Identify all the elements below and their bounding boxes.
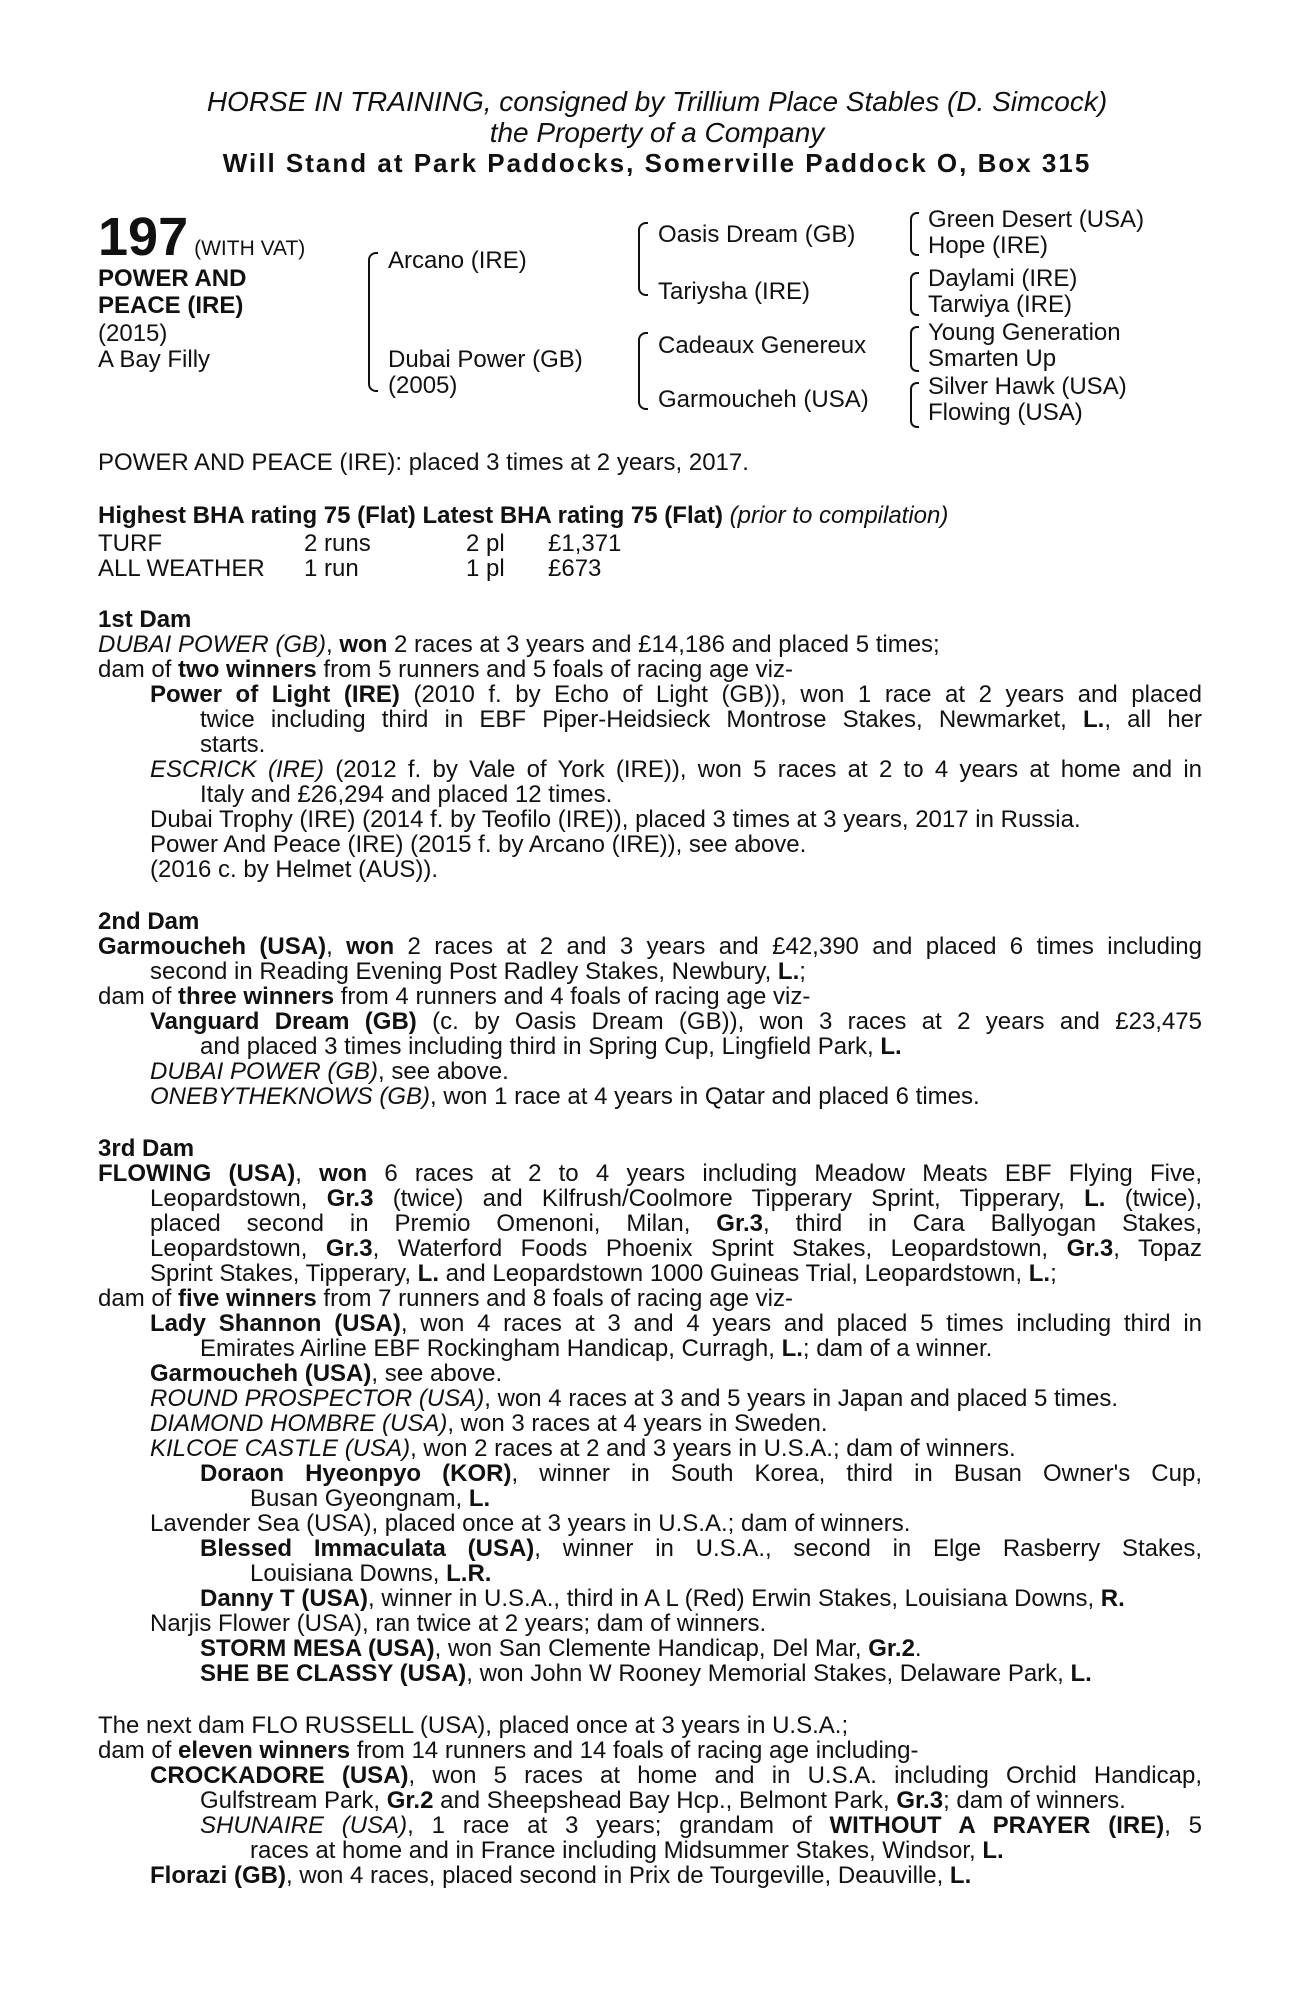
produce-name: SHE BE CLASSY (USA) [200,1660,467,1687]
text: , 5 [1164,1812,1202,1839]
text: from 14 runners and 14 foals of racing age including- [350,1737,919,1764]
text: , see above. [378,1058,509,1085]
produce-name: CROCKADORE (USA) [150,1762,409,1789]
listed-label: L. [417,1260,439,1287]
text: , won 2 races at 2 and 3 years in U.S.A.; dam of winners. [410,1435,1016,1462]
turf-label: TURF [98,530,162,557]
text: , see above. [371,1360,503,1387]
race-summary: POWER AND PEACE (IRE): placed 3 times at 2 years, 2017. [98,449,749,476]
grade-label: Gr.3 [896,1787,944,1814]
text: and Leopardstown 1000 Guineas Trial, Leopardstown, [439,1260,1029,1287]
pedigree-brace [910,382,919,428]
grade-label: Gr.3 [325,1235,373,1262]
text: (twice) and Kilfrush/Coolmore Tipperary Sprint, Tipperary, [373,1185,1085,1212]
aw-runs: 1 run [304,555,359,582]
produce-entry [150,1009,1202,1034]
grandproduce-entry-cont [250,1561,1202,1586]
next-dam-produce [98,1738,1202,1763]
produce-name: Danny T (USA) [200,1585,368,1612]
dam-name: FLOWING (USA) [98,1160,296,1187]
text: Leopardstown, [150,1235,326,1262]
produce-entry [150,1361,1202,1386]
won-label: won [339,631,388,658]
grandproduce-entry [200,1586,1202,1611]
text: races at home and in France including Midsummer Stakes, Windsor, [250,1837,983,1864]
text: , third in Cara Ballyogan Stakes, [763,1210,1203,1237]
text: , winner in U.S.A., third in A L (Red) Erwin Stakes, Louisiana Downs, [368,1585,1101,1612]
produce-entry [150,1084,1202,1109]
text: Busan Gyeongnam, [250,1485,469,1512]
granddam-2: Tarwiya (IRE) [928,291,1073,318]
produce-entry-cont: starts. [200,731,266,758]
pedigree-brace [368,252,378,392]
produce-entry: Power And Peace (IRE) (2015 f. by Arcano (IRE)), see above. [150,831,807,858]
produce-entry-cont [200,1336,1202,1361]
turf-prize: £1,371 [548,530,622,557]
text: ; dam of a winner. [802,1335,993,1362]
listed-label: L. [880,1033,902,1060]
grandsire-3: Young Generation [928,319,1121,346]
text: Gulfstream Park, [200,1787,387,1814]
text: Leopardstown, [150,1185,327,1212]
text: ; [1050,1260,1057,1287]
first-dam-record [98,632,1202,657]
text: (2010 f. by Echo of Light (GB)), won 1 race at 2 years and placed [399,681,1203,708]
pedigree-brace [910,212,919,256]
winners-count: three winners [178,983,335,1010]
location-line: Will Stand at Park Paddocks, Somerville Paddock O, Box 315 [222,148,1092,178]
dam-dam: Garmoucheh (USA) [658,386,869,413]
aw-prize: £673 [548,555,602,582]
third-dam-produce [98,1286,1202,1311]
produce-entry: Dubai Trophy (IRE) (2014 f. by Teofilo (IRE)), placed 3 times at 3 years, 2017 in Russia. [150,806,1081,833]
text: second in Reading Evening Post Radley Stakes, Newbury, [150,958,778,985]
produce-entry [150,1411,1202,1436]
produce-name: ESCRICK (IRE) [150,756,324,783]
text: , all her [1104,706,1202,733]
text: (twice), [1105,1185,1203,1212]
produce-entry [150,1763,1202,1788]
produce-entry [150,1436,1202,1461]
granddam-3: Smarten Up [928,345,1057,372]
text: 2 races at 3 years and £14,186 and placed 5 times; [387,631,940,658]
grade-label: Gr.3 [1066,1235,1114,1262]
grandproduce-entry [200,1661,1202,1686]
text: 2 races at 2 and 3 years and £42,390 and placed 6 times including [394,933,1203,960]
grade-label: Gr.2 [868,1635,915,1662]
granddam-1: Hope (IRE) [928,232,1049,259]
listed-label: L. [1070,1660,1092,1687]
pedigree-brace [910,326,919,372]
produce-entry-cont [200,1034,1202,1059]
text: dam of [98,1285,179,1312]
grandproduce-entry [200,1813,1202,1838]
listed-label: L. [781,1335,803,1362]
produce-name: Garmoucheh (USA) [150,1360,372,1387]
listed-label: L. [1084,1185,1106,1212]
sire-sire: Oasis Dream (GB) [658,221,856,248]
produce-name: Power of Light (IRE) [150,681,400,708]
text: from 5 runners and 5 foals of racing age viz- [316,656,793,683]
text: , [295,1160,320,1187]
consignor-line: HORSE IN TRAINING, consigned by Trillium Place Stables (D. Simcock) [206,86,1108,117]
rating-note: (prior to compilation) [729,502,949,529]
dam-year: (2005) [388,372,458,399]
listed-label: L. [1083,706,1105,733]
text: dam of [98,656,179,683]
winners-count: eleven winners [178,1737,351,1764]
rating-text: Highest BHA rating 75 (Flat) Latest BHA rating 75 (Flat) [98,502,723,529]
grandproduce-entry-cont [250,1838,1202,1863]
text: 6 races at 2 to 4 years including Meadow Meats EBF Flying Five, [367,1160,1203,1187]
third-dam-record [98,1161,1202,1186]
listed-label: L. [777,958,800,985]
produce-name: ROUND PROSPECTOR (USA) [150,1385,485,1412]
grandproduce-entry-cont [250,1486,1202,1511]
third-dam-record-cont [150,1211,1202,1236]
produce-entry [150,1863,1202,1888]
granddam-4: Flowing (USA) [928,399,1083,426]
text: , 1 race at 3 years; grandam of [407,1812,830,1839]
foaling-year: (2015) [98,320,168,347]
first-dam-heading: 1st Dam [98,606,192,633]
turf-runs: 2 runs [304,530,371,557]
text: from 4 runners and 4 foals of racing age viz- [334,983,811,1010]
second-dam-record-cont [150,959,1202,984]
produce-name: Vanguard Dream (GB) [150,1008,417,1035]
pedigree-brace [638,332,648,410]
restricted-label: R. [1100,1585,1125,1612]
grandsire-4: Silver Hawk (USA) [928,373,1127,400]
text: Sprint Stakes, Tipperary, [150,1260,418,1287]
text: , won 4 races at 3 and 5 years in Japan and placed 5 times. [484,1385,1118,1412]
grandproduce-entry [200,1461,1202,1486]
grade-label: Gr.3 [326,1185,374,1212]
text: , Topaz [1113,1235,1202,1262]
text: , [326,933,347,960]
text: , won San Clemente Handicap, Del Mar, [434,1635,869,1662]
aw-placed: 1 pl [466,555,505,582]
produce-name: DUBAI POWER (GB) [150,1058,379,1085]
lot-number: 197 [98,207,189,267]
dam-sire: Cadeaux Genereux [658,332,867,359]
produce-name: Lady Shannon (USA) [150,1310,401,1337]
text: from 7 runners and 8 foals of racing age viz- [316,1285,794,1312]
produce-entry-cont: Italy and £26,294 and placed 12 times. [200,781,613,808]
text: , won 4 races at 3 and 4 years and placed 5 times including third in [400,1310,1202,1337]
text: (2012 f. by Vale of York (IRE)), won 5 races at 2 to 4 years at home and in [323,756,1202,783]
produce-entry [150,682,1202,707]
text: , [326,631,340,658]
grandsire-2: Daylami (IRE) [928,265,1078,292]
sire: Arcano (IRE) [388,247,527,274]
text: and Sheepshead Bay Hcp., Belmont Park, [433,1787,897,1814]
text: , winner in South Korea, third in Busan Owner's Cup, [511,1460,1202,1487]
produce-entry [150,757,1202,782]
produce-entry [150,1059,1202,1084]
next-dam-record: The next dam FLO RUSSELL (USA), placed once at 3 years in U.S.A.; [98,1712,849,1739]
text: , won 3 races at 4 years in Sweden. [447,1410,828,1437]
aw-label: ALL WEATHER [98,555,265,582]
listed-label: L. [1028,1260,1051,1287]
text: placed second in Premio Omenoni, Milan, [150,1210,717,1237]
text: ; dam of winners. [943,1787,1126,1814]
text: ; [799,958,806,985]
produce-name: Florazi (GB) [150,1862,286,1889]
winners-count: two winners [178,656,317,683]
third-dam-heading: 3rd Dam [98,1135,195,1162]
produce-name: ONEBYTHEKNOWS (GB) [150,1083,431,1110]
text: (c. by Oasis Dream (GB)), won 3 races at 2 years and £23,475 [416,1008,1202,1035]
third-dam-record-cont [150,1261,1202,1286]
listed-label: L. [468,1485,491,1512]
pedigree-brace [638,222,648,296]
listed-label: L. [949,1862,972,1889]
produce-name: KILCOE CASTLE (USA) [150,1435,411,1462]
first-dam-produce [98,657,1202,682]
produce-entry-cont [200,1788,1202,1813]
text: , won 4 races, placed second in Prix de Tourgeville, Deauville, [286,1862,950,1889]
text: dam of [98,1737,179,1764]
grade-label: Gr.3 [716,1210,763,1237]
winners-count: five winners [178,1285,317,1312]
won-label: won [346,933,395,960]
text: , won 1 race at 4 years in Qatar and placed 6 times. [430,1083,980,1110]
third-dam-record-cont [150,1236,1202,1261]
dam-name: Garmoucheh (USA) [98,933,327,960]
sire-dam: Tariysha (IRE) [658,278,811,305]
won-label: won [319,1160,368,1187]
produce-entry: (2016 c. by Helmet (AUS)). [150,856,439,883]
turf-placed: 2 pl [466,530,505,557]
dam: Dubai Power (GB) [388,346,583,373]
text: , Waterford Foods Phoenix Sprint Stakes, Leopardstown, [372,1235,1067,1262]
bha-rating [98,503,1202,528]
text: , won 5 races at home and in U.S.A. including Orchid Handicap, [408,1762,1202,1789]
horse-description: A Bay Filly [98,346,211,373]
produce-entry-cont [200,707,1202,732]
text: , winner in U.S.A., second in Elge Rasberry Stakes, [534,1535,1202,1562]
produce-entry: Narjis Flower (USA), ran twice at 2 years; dam of winners. [150,1610,767,1637]
grade-label: Gr.2 [386,1787,434,1814]
horse-name-line1: POWER AND [98,265,247,292]
produce-entry [150,1386,1202,1411]
text: , won John W Rooney Memorial Stakes, Delaware Park, [466,1660,1071,1687]
text: twice including third in EBF Piper-Heidsieck Montrose Stakes, Newmarket, [200,706,1083,733]
second-dam-heading: 2nd Dam [98,908,200,935]
second-dam-produce [98,984,1202,1009]
grandsire-1: Green Desert (USA) [928,206,1145,233]
listed-label: L.R. [446,1560,492,1587]
horse-name-line2: PEACE (IRE) [98,292,244,319]
lot-number-block [98,206,305,268]
grandproduce-entry [200,1636,1202,1661]
produce-name: SHUNAIRE (USA) [200,1812,408,1839]
second-dam-record [98,934,1202,959]
produce-entry [150,1311,1202,1336]
text: Louisiana Downs, [250,1560,447,1587]
grandproduce-name: WITHOUT A PRAYER (IRE) [829,1812,1165,1839]
produce-name: STORM MESA (USA) [200,1635,435,1662]
text: . [914,1635,922,1662]
produce-entry: Lavender Sea (USA), placed once at 3 years in U.S.A.; dam of winners. [150,1510,911,1537]
produce-name: Blessed Immaculata (USA) [200,1535,535,1562]
text: and placed 3 times including third in Spring Cup, Lingfield Park, [200,1033,881,1060]
pedigree-brace [910,272,919,316]
text: Emirates Airline EBF Rockingham Handicap, Curragh, [200,1335,782,1362]
vat-note: (WITH VAT) [194,237,306,260]
text: dam of [98,983,179,1010]
dam-name: DUBAI POWER (GB) [98,631,327,658]
produce-name: Doraon Hyeonpyo (KOR) [200,1460,512,1487]
grandproduce-entry [200,1536,1202,1561]
property-line: the Property of a Company [489,117,825,148]
listed-label: L. [982,1837,1004,1864]
third-dam-record-cont [150,1186,1202,1211]
produce-name: DIAMOND HOMBRE (USA) [150,1410,448,1437]
